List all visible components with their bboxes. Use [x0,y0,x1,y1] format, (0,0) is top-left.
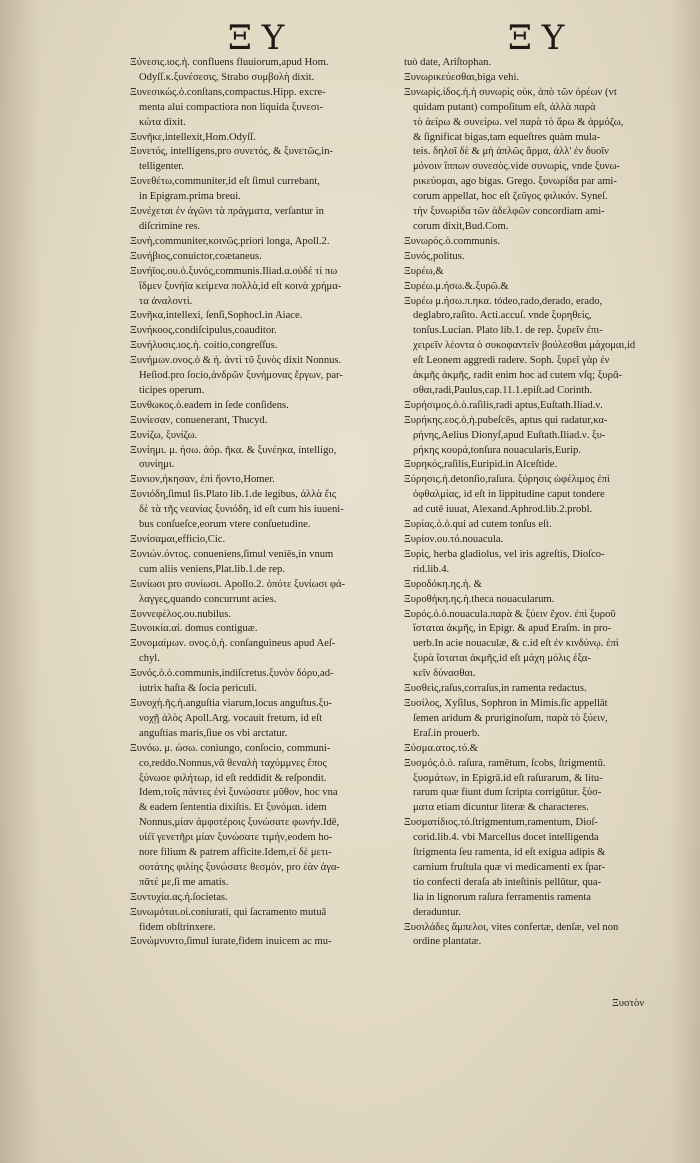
entry-line: Ξύρησις.ἡ.detonſio,raſura. ξύρησις ὠφέλιμος ἐπὶ [404,474,610,486]
entry-line: Ξυνίημι. μ. ήσω. ἀόρ. ῆκα. & ξυνέηκα, intelligo, [130,444,337,456]
entry-continuation-line: Idem,τοῖς πάντες ἐνὶ ξυνώσατε μῦθον, hoc vna [139,787,338,799]
entry-line: Ξυνίωσι pro συνίωσι. Apollo.2. ὁπότε ξυνίωσι φά- [130,578,346,590]
entry-continuation-line: carnium fruſtula quæ vi medicamenti ex ſpar- [413,861,606,873]
entry-line: Ξυσματίδιος.τό.ſtrigmentum,ramentum, Dioſ- [404,817,598,829]
entry-continuation-line: ρικεύομαι, ago bigas. Grego. ξυνωρίδα par ami- [413,176,617,188]
entry-continuation-line: ξύνωσε φιλήτωρ, id eſt reddidit & reſpondit. [139,772,327,784]
entry-continuation-line: Heſiod.pro ſocio,ἀνδρῶν ξυνήμονας ἔργων, par- [139,370,343,382]
entry-line: Ξυρός.ὁ.ὁ.nouacula.παρὰ & ξύειν ἔχον. ἐπὶ ξυροῦ [404,608,616,620]
entry-line: Ξυνοικία.αἱ. domus contiguæ. [130,623,258,635]
entry-line: Ξυνωμόται.οἱ.coniurati, qui ſacramento mutuā [130,906,327,918]
entry-continuation-line: nore filium & patrem afficite.Idem,εἰ δὲ μετι- [139,847,332,859]
entry-continuation-line: λαγγες,quando concurrunt acies. [139,593,277,605]
entry-continuation-line: πᾶτέ με,ſi me amatis. [139,876,229,888]
entry-line: Ξυνὴ,communiter,κοινῶς.priori longa, Apoll.2. [130,235,330,247]
entry-continuation-line: rid.lib.4. [413,563,450,575]
entry-line: Ξυνεθέτω,communiter,id eſt ſimul currebant, [130,176,320,188]
entry-continuation-line: υἱέϊ γενετῆρι μίαν ξυνώσατε τιμήν,eodem ho- [139,832,333,844]
entry-line: Ξυνιον,ήκησαν, ἐπὶ ἤοντο,Homer. [130,474,275,486]
entry-line: Ξυντυχία.ας.ἡ.ſocietas. [130,891,228,903]
entry-continuation-line: deglabro,raſito. Acti.accuſ. vnde ξυρηθεὶς, [413,310,592,322]
entry-continuation-line: νοχῇ ἁλὸς Apoll.Arg. vocauit fretum, id eſt [139,712,323,724]
entry-continuation-line: chyl. [139,653,160,665]
entry-continuation-line: fidem obſtrinxere. [139,921,216,933]
entry-continuation-line: uerb.In acie nouaculæ, & c.id eſt ἐν κινδύνῳ. ἐπὶ [413,638,619,650]
entry-continuation-line: iutrix haſta & ſocia periculi. [139,683,257,695]
entry-continuation-line: ſemen aridum & pruriginoſum, παρὰ τὸ ξύειν, [413,712,608,724]
entry-continuation-line: Eraſ.in prouerb. [413,727,480,739]
entry-continuation-line: ἀκμῆς ἀκμῆς, radit enim hoc ad cutem vſq; ξυρᾶ- [413,370,623,382]
running-head-right: ΞΥ [508,18,575,58]
entry-line: Ξυνεσικώς.ὁ.conſtans,compactus.Hipp. excre- [130,86,326,98]
entry-line: Ξυνῆκε,intellexit,Hom.Odyſſ. [130,131,256,143]
entry-continuation-line: ρήνης,Aelius Dionyſ,apud Euſtath.Iliad.ν. ξυ- [413,429,606,441]
entry-line: Ξυνήϊος.ου.ὁ.ξυνός,communis.Iliad.α.οὐδέ τί πω [130,265,338,277]
entry-line: Ξυνήμων.ονος.ὁ & ἡ. ἀντὶ τῦ ξυνὸς dixit Nonnus. [130,355,342,367]
entry-line: Ξυρίας.ὁ.ὁ.qui ad cutem tonſus eſt. [404,519,552,531]
running-head-left: ΞΥ [228,18,295,58]
entry-line: Ξυνῆκα,intellexi, ſenſi,Sophocl.in Aiace. [130,310,303,322]
entry-continuation-line: ρήκης κουρά,tonſura nouacularis,Eurip. [413,444,581,456]
entry-continuation-line: δὲ τὰ τῆς νεανίας ξυνιόδη, id eſt cum his iuueni- [139,504,344,516]
right-column [404,56,668,950]
entry-line: Ξυνίζω, ξυνίζω. [130,429,198,441]
entry-line: Ξύσμα.ατος.τό.& [404,742,479,754]
entry-line: Ξυρίον.ου.τό.nouacula. [404,534,504,545]
entry-line: Ξυνίεσαν, conuenerant, Thucyd. [130,414,268,426]
entry-continuation-line: σοτάτης φιλίης ξυνώσατε θεσμὸν, pro ἐὰν ἀγα- [139,861,340,873]
entry-line: Ξυνήλυσις.ιος.ἡ. coitio,congreſſus. [130,340,278,352]
entry-continuation-line: teis. δηλοῖ δὲ & μὴ ἁπλῶς ἅρμα, ἀλλ' ἐν δυοῖν [413,146,609,158]
entry-continuation-line: menta alui compactiora non liquida ξυνεσι- [139,101,323,113]
entry-line: Ξυνήκοος,condiſcipulus,coauditor. [130,325,277,337]
entry-continuation-line: quidam putant) compoſitum eſt, ἀλλὰ παρὰ [413,101,596,113]
entry-line: Ξυνοχὴ.ῆς.ἡ.anguſtia viarum,locus anguſtus.ξυ- [130,697,333,709]
entry-line: Ξυνώμνυντο,ſimul iurate,fidem inuicem ac mu- [130,936,332,948]
entry-line: Ξυνετός, intelligens,pro συνετός, & ξυνετῶς,in- [130,146,334,158]
entry-continuation-line: & ſignificat bigas,tam equeſtres quàm mula- [413,131,601,143]
entry-line: Ξυσμός.ὁ.ὁ. raſura, ramētum, ſcobs, ſtrigmentū. [404,757,606,769]
entry-line: Ξυνομαίμων. ονος.ὁ,ἡ. conſanguineus apud Aeſ- [130,638,336,650]
entry-continuation-line: ſtrigmenta ſeu ramenta, id eſt exigua adipis & [413,847,606,859]
entry-continuation-line: Odyſſ.κ.ξυνέσεσις, Strabo συμβολὴ dixit. [139,71,315,83]
entry-continuation-line: συνίημι. [139,459,175,471]
entry-continuation-line: lia in lignorum raſura ferramentis ramenta [413,891,591,903]
entry-continuation-line: eſt Leonem aggredi radere. Soph. ξυρεῖ γὰρ ἐν [413,355,610,367]
entry-continuation-line: anguſtias maris,ſiue os vbi arctatur. [139,727,288,739]
entry-continuation-line: ἵσταται ἀκμῆς, in Epigr. & apud Eraſm. in pro- [413,623,612,635]
entry-line: Ξυνιών.όντος. conueniens,ſimul veniēs,in vnum [130,548,334,560]
entry-continuation-line: rarum quæ fiunt dum ſcripta corrigūtur. ξύσ- [413,787,602,799]
entry-continuation-line: ἴδμεν ξυνήϊα κείμενα πολλὰ,id eſt κοινὰ χρήμα- [139,280,342,292]
entry-continuation-line: corid.lib.4. vbi Marcellus docet intelligenda [413,832,599,844]
left-column [130,56,398,950]
entry-line: Ξυνός.ὁ.ὁ.communis,indiſcretus.ξυνὸν δόρυ,ad- [130,668,334,680]
entry-line: Ξύνεσις.ιος.ἡ. confluens fluuiorum,apud Hom. [130,57,329,68]
entry-line: tuò date, Ariſtophan. [404,57,492,68]
entry-continuation-line: χειρεῖν λέοντα ὁ συκοφαντεῖν βούλεσθαι μάχομαι,id [413,340,636,352]
entry-line: Ξυνωρός.ὁ.communis. [404,235,500,247]
entry-line: Ξυνωρικεύεσθαι,biga vehi. [404,71,520,83]
entry-line: Ξυρέω.μ.ήσω.&.ξυρῶ.& [404,280,509,292]
entry-line: Ξυροθήκη.ης.ἡ.theca nouacularum. [404,593,555,605]
entry-line: Ξυσθεὶς,raſus,corraſus,in ramenta redactus. [404,683,587,695]
entry-continuation-line: κώτα dixit. [139,116,186,128]
entry-continuation-line: τὴν ξυνωρίδα τῶν ἀδελφῶν concordiam ami- [413,206,605,218]
entry-line: Ξυνίσαμαι,efficio,Cic. [130,534,226,545]
entry-continuation-line: ad cutē iuuat, Alexand.Aphrod.lib.2.probl. [413,504,593,516]
entry-continuation-line: deraduntur. [413,906,461,918]
entry-line: Ξυροδόκη.ης.ἡ. & [404,578,482,590]
entry-continuation-line: & eadem ſententia dixiſtis. Et ξυνόμαι. idem [139,802,327,814]
entry-line: Ξυρέω μ.ήσω.π.ηκα. tódeo,rado,derado, erado, [404,295,603,307]
entry-continuation-line: cum aliis veniens,Plat.lib.1.de rep. [139,563,285,575]
entry-line: Ξυνιόδη,ſimul ſis.Plato lib.1.de legibus, ἀλλὰ ἔις [130,489,337,501]
entry-continuation-line: co,reddo.Nonnus,νᾶ θεναλὴ ταχύμμνες ἔπος [139,757,327,769]
entry-continuation-line: in Epigram.prima breui. [139,191,241,203]
entry-continuation-line: corum appellat, hoc eſt ζεῦγος φιλικόν. Syneſ. [413,191,608,203]
entry-line: Ξυνήβιος,conuictor,coætaneus. [130,250,262,262]
entry-line: Ξυνόω. μ. ώσω. coniungo, conſocio, communi- [130,742,331,754]
entry-continuation-line: ὀφθαλμίας, id eſt in lippitudine caput tondere [413,489,605,501]
page-edge-shadow [670,0,700,1163]
entry-continuation-line: ξυρὰ ἵσταται ἀκμῆς,id eſt μάχη μόλις ἐξα- [413,653,591,665]
entry-continuation-line: corum dixit,Bud.Com. [413,220,509,232]
entry-line: Ξυνωρὶς.ίδος.ἡ.ἡ συνωρὶς οὐκ, ἀπὸ τῶν ὀρέων (vt [404,86,617,98]
entry-continuation-line: telligenter. [139,161,185,173]
entry-continuation-line: τα ἀναλοντὶ. [139,295,193,307]
entry-continuation-line: tonſus.Lucian. Plato lib.1. de rep. ξυρεῖν ἐπι- [413,325,603,337]
entry-continuation-line: tio confecti deraſa ab inteſtinis pellūtur, qua- [413,876,602,888]
entry-line: Ξυρήκης.εος.ὁ,ἡ.pubeſcēs, aptus qui radatur,κα- [404,414,608,426]
entry-continuation-line: diſcrimine res. [139,220,201,232]
entry-continuation-line: ξυσμάτων, in Epigrā.id eſt raſurarum, & litu- [413,772,603,784]
entry-continuation-line: Nonnus,μίαν ἀμφοτέροις ξυνώσατε φωνήν.Idē, [139,817,340,829]
entry-continuation-line: μόνοιν ἵππων συνεσὸς.vide συνωρὶς, vnde ξυνω- [413,161,621,173]
catchword: Ξυστὸν [612,998,645,1009]
entry-line: Ξυρηκός,raſilis,Euripid.in Alceſtide. [404,459,558,471]
running-head [0,18,700,58]
entry-line: Ξυνθωκος.ὁ.eadem in ſede conſidens. [130,399,289,411]
entry-line: Ξυσίλος, Xyſilus, Sophron in Mimis.ſic appellāt [404,697,608,709]
entry-continuation-line: τὸ ἀείρω & συνείρω. vel παρὰ τὸ ἄρω & ἁρμόζω, [413,116,624,128]
entry-line: Ξυρήσιμος.ὁ.ὁ.raſilis,radi aptus,Euſtath.Iliad.ν. [404,399,603,411]
entry-line: Ξυρὶς, herba gladiolus, vel iris agreſtis, Dioſco- [404,548,605,560]
entry-continuation-line: ticipes operum. [139,384,205,396]
page-gutter-shadow [0,0,40,1163]
entry-line: Ξυρέω,& [404,265,444,277]
entry-continuation-line: σθαι,radi,Paulus,cap.11.1.epiſt.ad Corinth. [413,384,593,396]
entry-continuation-line: ματα etiam dicuntur literæ & characteres. [413,802,589,814]
entry-line: Ξυνός,politus. [404,250,465,262]
entry-line: Ξυννεφέλος.ου.nubilus. [130,608,231,620]
entry-continuation-line: bus conſueſce,eorum vtere conſuetudine. [139,519,311,531]
entry-line: Ξυσιλάδες ἄμπελοι, vites confertæ, denſæ, vel non [404,921,619,933]
entry-line: Ξυνέχεται ἐν ἀγῶνι τὰ πράγματα, verſantur in [130,206,324,218]
entry-continuation-line: κεῖν δύνασθαι. [413,668,476,680]
entry-continuation-line: ordine plantatæ. [413,936,482,948]
